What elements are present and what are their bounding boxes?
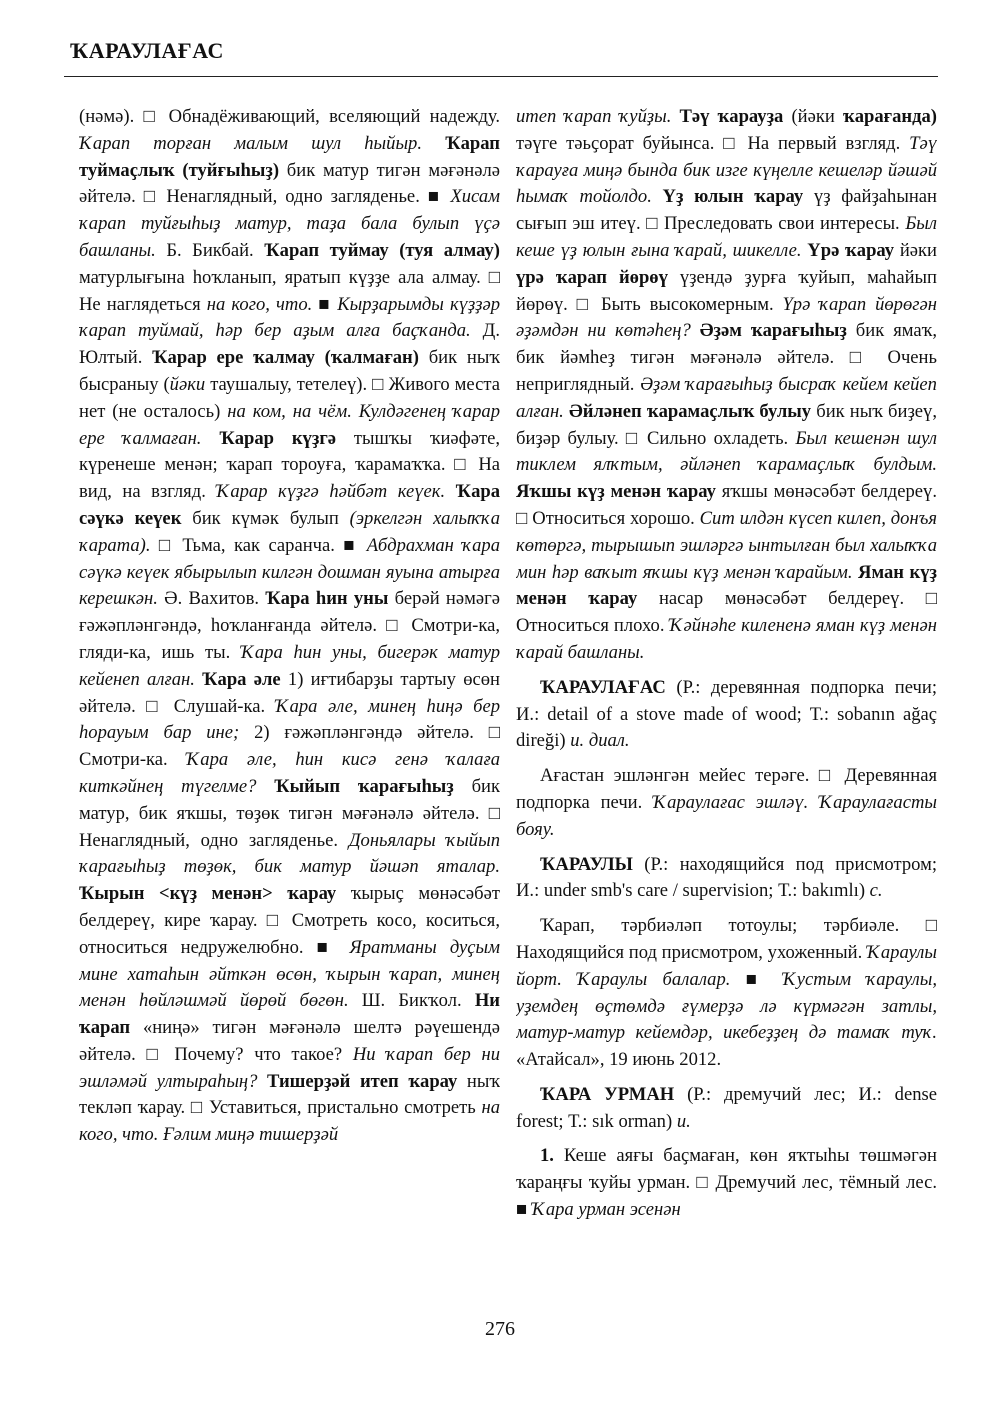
dictionary-paragraph xyxy=(516,104,937,667)
definition-text xyxy=(691,320,700,341)
definition-text: Д. Юлтый. xyxy=(79,320,500,369)
definition-text: ныҡ текләп ҡарау. □ Уставиться, пристально смотреть xyxy=(79,1070,500,1119)
headword: Үрә ҡарау xyxy=(807,239,895,261)
definition-text: (Р.: дремучий лес; И.: dense forest; Т.: sık orman) xyxy=(516,1083,937,1132)
example-text: Ҡустым ҡараулы, уҙемдең өҫтөмдә ғүмерҙә лә күрмәгән затлы, матур-матур кейемдәр, икебеҙҙең дә тамаҡ туҡ. xyxy=(516,968,937,1044)
example-text: (эркелгән халыҡҡа ҡарата). xyxy=(79,507,500,556)
definition-text: бик күмәк булып xyxy=(181,507,350,529)
example-text: с. xyxy=(869,880,883,902)
dictionary-paragraph xyxy=(516,763,937,843)
example-text: Ҡәйнәһе килененә яман күҙ менән ҡарай башланы. xyxy=(516,615,937,663)
definition-text: матурлығына һоҡланып, яратып күҙҙе ала алмау. □ Не наглядеться xyxy=(79,266,500,315)
definition-text: ■ xyxy=(312,293,338,315)
definition-text: бик ныҡ бысраныу ( xyxy=(79,347,500,395)
example-text: на кого, что. Ғәлим миңә тишерҙәй xyxy=(79,1097,500,1146)
left-column xyxy=(79,104,500,1314)
definition-text: «ниңә» тигән мәғәнәлә шелтә рәүешендә әйтелә. □ Почему? что такое? xyxy=(79,1017,500,1065)
headword: Ҡарар күҙгә xyxy=(219,427,337,449)
definition-text: йәки xyxy=(894,239,937,261)
page-number: 276 xyxy=(485,1318,515,1340)
header-rule xyxy=(64,76,938,77)
definition-text: 2) ғәжәпләнгәндә әйтелә. □ Смотри-ка. xyxy=(79,722,500,771)
definition-text: таушалыу, тетелеү). □ Живого места нет (не осталось) xyxy=(79,373,500,422)
headword: Ни ҡарап xyxy=(79,990,500,1039)
definition-text: ҡырыҫ мөнәсәбәт белдереү, кире ҡарау. □ Смотреть косо, коситься, относиться недружелюбно. ■ xyxy=(79,883,500,958)
definition-text: Ҡарап, тәрбиәләп тотоулы; тәрбиәле. □ Находящийся под присмотром, ухоженный. xyxy=(516,915,937,963)
example-text: Ҡарар күҙгә һәйбәт кеүек. xyxy=(216,481,446,503)
definition-text: бик ямаҡ, бик йәмһеҙ тигән мәғәнәлә әйтелә. □ Очень неприглядный. xyxy=(516,320,937,395)
example-text: Ҡараулағас эшләү. Ҡараулағасты бояу. xyxy=(516,791,937,840)
dictionary-paragraph xyxy=(516,913,937,1074)
example-text: Ни ҡарап бер ни эшләмәй ултыраһың? xyxy=(79,1043,500,1092)
definition-text: насар мөнәсәбәт белдереү. □ Относиться плохо. xyxy=(516,588,937,637)
example-text: Ҡара әле, һин кисә генә ҡалаға киткәйнең түгелме? xyxy=(79,749,500,797)
example-text: Был кеше үҙ юлын ғына ҡарай, шикелле. xyxy=(516,213,937,261)
right-column xyxy=(516,104,937,1314)
definition-text xyxy=(257,1071,267,1092)
definition-text: (йәки xyxy=(783,106,843,127)
definition-text xyxy=(422,133,445,154)
headword: ҠАРА УРМАН xyxy=(540,1083,675,1105)
example-text: йәки xyxy=(169,373,206,395)
dictionary-paragraph xyxy=(79,104,500,1149)
example-text: на кого, что. xyxy=(206,293,313,315)
definition-text: (Р.: деревянная подпорка печи; И.: detail of a stove made of wood; Т.: sobanın ağaç direği) xyxy=(516,676,937,752)
definition-text: үҙ файҙаһынан сығып эш итеү. □ Преследовать свои интересы. xyxy=(516,186,937,235)
headword: Үҙ юлын ҡарау xyxy=(662,186,804,208)
headword: Ҡара һин уны xyxy=(265,588,389,610)
example-text: Ҡарап торған малым шул һыйыр. xyxy=(79,132,422,154)
example-text: Тәү ҡарауға миңә бында бик изге күңелле кешеләр йәшәй һымаҡ тойолдо. xyxy=(516,132,937,208)
example-text: Яратманы дуҫым мине хатаһын әйткән өсөн, ҡырын ҡарап, минең менән һөйләшмәй йөрөй бөгөн. xyxy=(79,936,500,1012)
headword: 1. xyxy=(540,1145,554,1167)
running-head: ҠАРАУЛАҒАС xyxy=(70,38,224,63)
definition-text: тышҡы ҡиәфәте, күренеше менән; ҡарап тороуға, ҡарамаҡҡа. □ На вид, на взгляд. xyxy=(79,427,500,503)
example-text: Үрә ҡарап йөрөгән әҙәмдән ни көтәһең? xyxy=(516,293,937,342)
headword: ҡарағанда) xyxy=(842,106,937,127)
headword: Яман күҙ менән ҡарау xyxy=(516,561,937,610)
example-text: Сит илдән күсеп килеп, донъя көтөргә, тырышып эшләргә ынтылған был халыҡҡа мин һәр ваҡыт яҡшы күҙ менән ҡарайым. xyxy=(516,507,937,583)
definition-text: Ағастан эшләнгән мейес терәге. □ Деревянная подпорка печи. xyxy=(516,765,937,813)
headword: ҠАРАУЛАҒАС xyxy=(540,676,666,698)
definition-text xyxy=(445,481,456,502)
headword: Тәү ҡарауҙа xyxy=(679,106,784,127)
definition-text: 1) иғтибарҙы тартыу өсөн әйтелә. □ Слушай-ка. xyxy=(79,668,500,717)
headword: Әҙәм ҡарағыһыҙ xyxy=(699,320,847,342)
definition-text: берәй нәмәгә ғәжәпләнгәндә, һоҡланғанда әйтелә. □ Смотри-ка, гляди-ка, ишь ты. xyxy=(79,588,500,663)
headword: ҠАРАУЛЫ xyxy=(540,853,633,875)
definition-text: Ш. Бикҡол. xyxy=(348,990,475,1012)
definition-text xyxy=(201,428,219,449)
example-text: Абдрахман ҡара сәүкә кеүек ябырылып килгән дошман яуына атырға керешкән. xyxy=(79,534,500,610)
definition-text: үҙендә ҙурға ҡуйып, маһайып йөрөү. □ Быть высокомерным. xyxy=(516,266,937,315)
headword: Ҡыйып ҡарағыһыҙ xyxy=(274,775,454,797)
headword: Яҡшы күҙ менән ҡарау xyxy=(516,481,716,503)
headword: Ҡырын <күҙ менән> ҡарау xyxy=(79,883,337,905)
definition-text: □ Тьма, как саранча. ■ xyxy=(150,534,367,556)
dictionary-paragraph xyxy=(516,675,937,755)
definition-text: ■ xyxy=(730,968,783,990)
example-text: Ҡара һин уны, бигерәк матур кейенеп алған. xyxy=(79,641,500,690)
example-text: итеп ҡарап ҡуйҙы. xyxy=(516,106,672,127)
headword: Әйләнеп ҡарамаҫлыҡ булыу xyxy=(568,400,812,422)
headword: Тишерҙәй итеп ҡарау xyxy=(267,1070,458,1092)
headword: Ҡара сәүкә кеүек xyxy=(79,481,500,529)
dictionary-paragraph xyxy=(516,1143,937,1223)
headword: Ҡара әле xyxy=(202,668,281,690)
definition-text: тәүге тәьҫорат буйынса. □ На первый взгляд. xyxy=(516,132,910,154)
example-text: Доньялары ҡыйып ҡарағыһыҙ төҙөк, бик матур йәшәп яталар. xyxy=(79,829,500,878)
definition-text xyxy=(256,776,274,797)
headword: Ҡарар ере ҡалмау (ҡалмаған) xyxy=(152,347,419,369)
definition-text: Ә. Вахитов. xyxy=(157,588,266,610)
example-text: Кырҙарымды күҙҙәр ҡарап туймай, һәр бер аҙым алға баҫҡанда. xyxy=(79,293,500,342)
definition-text: Кеше аяғы баҫмаған, көн яҡтыһы төшмәгән ҡараңғы ҡуйы урман. □ Дремучий лес, тёмный лес. ■ xyxy=(516,1145,937,1221)
definition-text: бик матур тигән мәғәнәлә әйтелә. □ Ненаглядный, одно загляденье. ■ xyxy=(79,159,500,208)
headword: Ҡарап туймаҫлыҡ (туйғыһыҙ) xyxy=(79,132,500,181)
definition-text: «Атайсал», 19 июнь 2012. xyxy=(516,1049,722,1071)
definition-text: яҡшы мөнәсәбәт белдереү. □ Относиться хорошо. xyxy=(516,481,937,529)
example-text: Был кешенән шул тиклем ялҡтым, әйләнеп ҡарамаҫлыҡ булдым. xyxy=(516,427,937,476)
headword: үрә ҡарап йөрөү xyxy=(516,266,668,288)
example-text: Ҡара әле, минең һиңә бер һорауым бар ине; xyxy=(79,695,500,744)
example-text: Ҡараулы йорт. Ҡараулы балалар. xyxy=(516,941,937,990)
example-text: и. xyxy=(676,1110,691,1132)
dictionary-paragraph xyxy=(516,1082,937,1136)
example-text: на ком, на чём. Кулдәгенең ҡарар ере ҡалмаған. xyxy=(79,400,500,449)
example-text: Хисам ҡарап туйғыһыҙ матур, таҙа бала булып үҫә башланы. xyxy=(79,186,500,261)
definition-text xyxy=(652,186,663,207)
definition-text: бик матур, бик яҡшы, төҙөк тигән мәғәнәлә әйтелә. □ Ненаглядный, одно загляденье. xyxy=(79,775,500,851)
headword: Ҡарап туймау (туя алмау) xyxy=(264,239,500,261)
example-text: Ҡара урман эсенән xyxy=(531,1199,681,1221)
definition-text: (нәмә). □ Обнадёживающий, вселяющий надежду. xyxy=(79,106,500,127)
definition-text: бик ныҡ биҙеү, биҙәр булыу. □ Сильно охладеть. xyxy=(516,400,937,449)
example-text: Әҙәм ҡарағыһыҙ бысраҡ кейем кейеп алған. xyxy=(516,373,937,422)
definition-text: (Р.: находящийся под присмотром; И.: under smb's care / supervision; Т.: bakımlı) xyxy=(516,853,937,902)
example-text: и. диал. xyxy=(570,730,630,752)
definition-text: Б. Бикбай. xyxy=(155,239,265,261)
dictionary-paragraph xyxy=(516,852,937,906)
